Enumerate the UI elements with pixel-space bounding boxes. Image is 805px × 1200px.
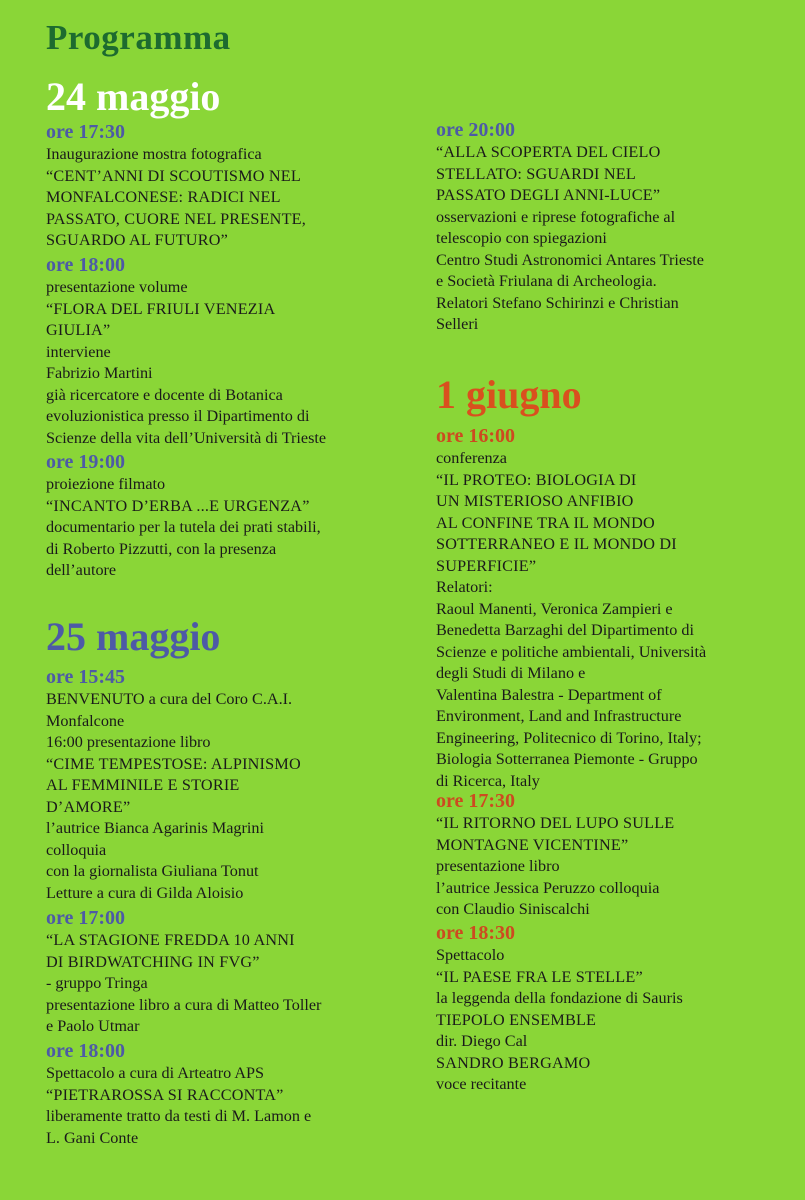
event-time: ore 18:30: [436, 922, 516, 944]
event-line: Biologia Sotterranea Piemonte - Gruppo: [436, 750, 698, 768]
event-line: Valentina Balestra - Department of: [436, 685, 662, 704]
day-heading-1-giugno: 1 giugno: [436, 372, 582, 417]
event-line: MONTAGNE VICENTINE”: [436, 835, 629, 854]
event-line: “ALLA SCOPERTA DEL CIELO: [436, 143, 661, 161]
event-line: SUPERFICIE”: [436, 556, 537, 575]
event-line: D’AMORE”: [46, 797, 131, 816]
event-time: ore 17:00: [46, 907, 126, 929]
event-line: proiezione filmato: [46, 475, 166, 493]
event-1730-b: [436, 789, 674, 921]
event-line: AL FEMMINILE E STORIE: [46, 776, 240, 794]
event-time: ore 18:00: [46, 254, 126, 276]
event-1800: [46, 253, 326, 449]
event-line: colloquia: [46, 840, 107, 859]
event-1900: [46, 450, 321, 582]
event-time: ore 20:00: [436, 119, 516, 141]
event-line: L. Gani Conte: [46, 1128, 139, 1147]
event-line: SGUARDO AL FUTURO”: [46, 231, 228, 249]
event-line: “FLORA DEL FRIULI VENEZIA: [46, 299, 276, 318]
event-line: conferenza: [436, 449, 507, 467]
event-1600: [436, 424, 706, 792]
event-line: di Roberto Pizzutti, con la presenza: [46, 539, 277, 558]
event-line: “IL RITORNO DEL LUPO SULLE: [436, 814, 675, 832]
event-line: Scienze della vita dell’Università di Trieste: [46, 428, 327, 447]
event-line: “CIME TEMPESTOSE: ALPINISMO: [46, 754, 301, 773]
event-1545: [46, 665, 301, 904]
event-line: Selleri: [436, 315, 479, 333]
event-line: Fabrizio Martini: [46, 364, 153, 382]
event-line: Monfalcone: [46, 711, 125, 730]
event-line: Relatori Stefano Schirinzi e Christian: [436, 293, 679, 312]
event-line: “CENT’ANNI DI SCOUTISMO NEL: [46, 166, 301, 185]
day-heading-24-maggio: 24 maggio: [46, 74, 221, 119]
event-line: “IL PROTEO: BIOLOGIA DI: [436, 470, 637, 489]
event-line: AL CONFINE TRA IL MONDO: [436, 513, 655, 532]
event-line: 16:00 presentazione libro: [46, 733, 211, 751]
event-line: Raoul Manenti, Veronica Zampieri e: [436, 599, 673, 618]
event-line: SANDRO BERGAMO: [436, 1053, 591, 1072]
event-time: ore 19:00: [46, 451, 126, 473]
event-line: e Società Friulana di Archeologia.: [436, 272, 657, 290]
event-line: dir. Diego Cal: [436, 1032, 528, 1050]
event-line: Engineering, Politecnico di Torino, Italy;: [436, 728, 702, 747]
event-1730: [46, 120, 306, 252]
event-line: con la giornalista Giuliana Tonut: [46, 862, 259, 880]
event-line: PASSATO DEGLI ANNI-LUCE”: [436, 186, 661, 204]
event-line: interviene: [46, 342, 111, 361]
event-line: degli Studi di Milano e: [436, 664, 586, 682]
event-line: Inaugurazione mostra fotografica: [46, 145, 262, 163]
event-2000: [436, 118, 704, 336]
event-1800-b: [46, 1039, 311, 1149]
event-time: ore 17:30: [46, 121, 126, 143]
event-line: Spettacolo: [436, 946, 505, 964]
event-line: SOTTERRANEO E IL MONDO DI: [436, 535, 677, 553]
event-line: MONFALCONESE: RADICI NEL: [46, 188, 281, 206]
event-line: PASSATO, CUORE NEL PRESENTE,: [46, 209, 306, 228]
event-line: con Claudio Siniscalchi: [436, 900, 590, 918]
event-time: ore 18:00: [46, 1040, 126, 1062]
event-time: ore 15:45: [46, 666, 126, 688]
event-line: “IL PAESE FRA LE STELLE”: [436, 967, 643, 986]
event-line: liberamente tratto da testi di M. Lamon e: [46, 1107, 312, 1125]
event-line: Scienze e politiche ambientali, Università: [436, 642, 707, 661]
event-line: dell’autore: [46, 561, 117, 579]
event-line: Benedetta Barzaghi del Dipartimento di: [436, 621, 695, 639]
event-line: presentazione volume: [46, 278, 188, 296]
event-line: telescopio con spiegazioni: [436, 229, 607, 247]
day-heading-25-maggio: 25 maggio: [46, 614, 221, 659]
event-line: - gruppo Tringa: [46, 974, 148, 992]
event-line: “INCANTO D’ERBA ...E URGENZA”: [46, 496, 310, 515]
event-line: presentazione libro a cura di Matteo Toller: [46, 995, 322, 1014]
event-1830: [436, 921, 683, 1096]
event-1700: [46, 906, 321, 1038]
event-line: l’autrice Bianca Agarinis Magrini: [46, 819, 265, 837]
event-line: GIULIA”: [46, 321, 111, 339]
event-line: evoluzionistica presso il Dipartimento di: [46, 407, 310, 425]
event-line: presentazione libro: [436, 857, 560, 875]
event-line: voce recitante: [436, 1075, 527, 1093]
event-line: già ricercatore e docente di Botanica: [46, 385, 283, 404]
event-line: di Ricerca, Italy: [436, 771, 540, 790]
event-line: Spettacolo a cura di Arteatro APS: [46, 1064, 265, 1082]
event-line: TIEPOLO ENSEMBLE: [436, 1010, 597, 1029]
event-line: Letture a cura di Gilda Aloisio: [46, 883, 244, 902]
event-line: l’autrice Jessica Peruzzo colloquia: [436, 878, 660, 897]
event-line: la leggenda della fondazione di Sauris: [436, 989, 683, 1007]
event-line: e Paolo Utmar: [46, 1017, 140, 1035]
event-line: “LA STAGIONE FREDDA 10 ANNI: [46, 931, 295, 949]
event-line: DI BIRDWATCHING IN FVG”: [46, 952, 260, 971]
event-time: ore 17:30: [436, 790, 516, 812]
event-line: UN MISTERIOSO ANFIBIO: [436, 492, 634, 510]
event-line: Relatori:: [436, 578, 493, 596]
page-title: Programma: [46, 18, 231, 57]
event-line: Environment, Land and Infrastructure: [436, 707, 682, 725]
event-line: “PIETRAROSSA SI RACCONTA”: [46, 1085, 284, 1104]
event-line: osservazioni e riprese fotografiche al: [436, 207, 676, 226]
event-line: BENVENUTO a cura del Coro C.A.I.: [46, 690, 293, 708]
event-line: Centro Studi Astronomici Antares Trieste: [436, 250, 704, 269]
event-line: STELLATO: SGUARDI NEL: [436, 164, 636, 183]
event-time: ore 16:00: [436, 425, 516, 447]
event-line: documentario per la tutela dei prati stabili,: [46, 518, 321, 536]
